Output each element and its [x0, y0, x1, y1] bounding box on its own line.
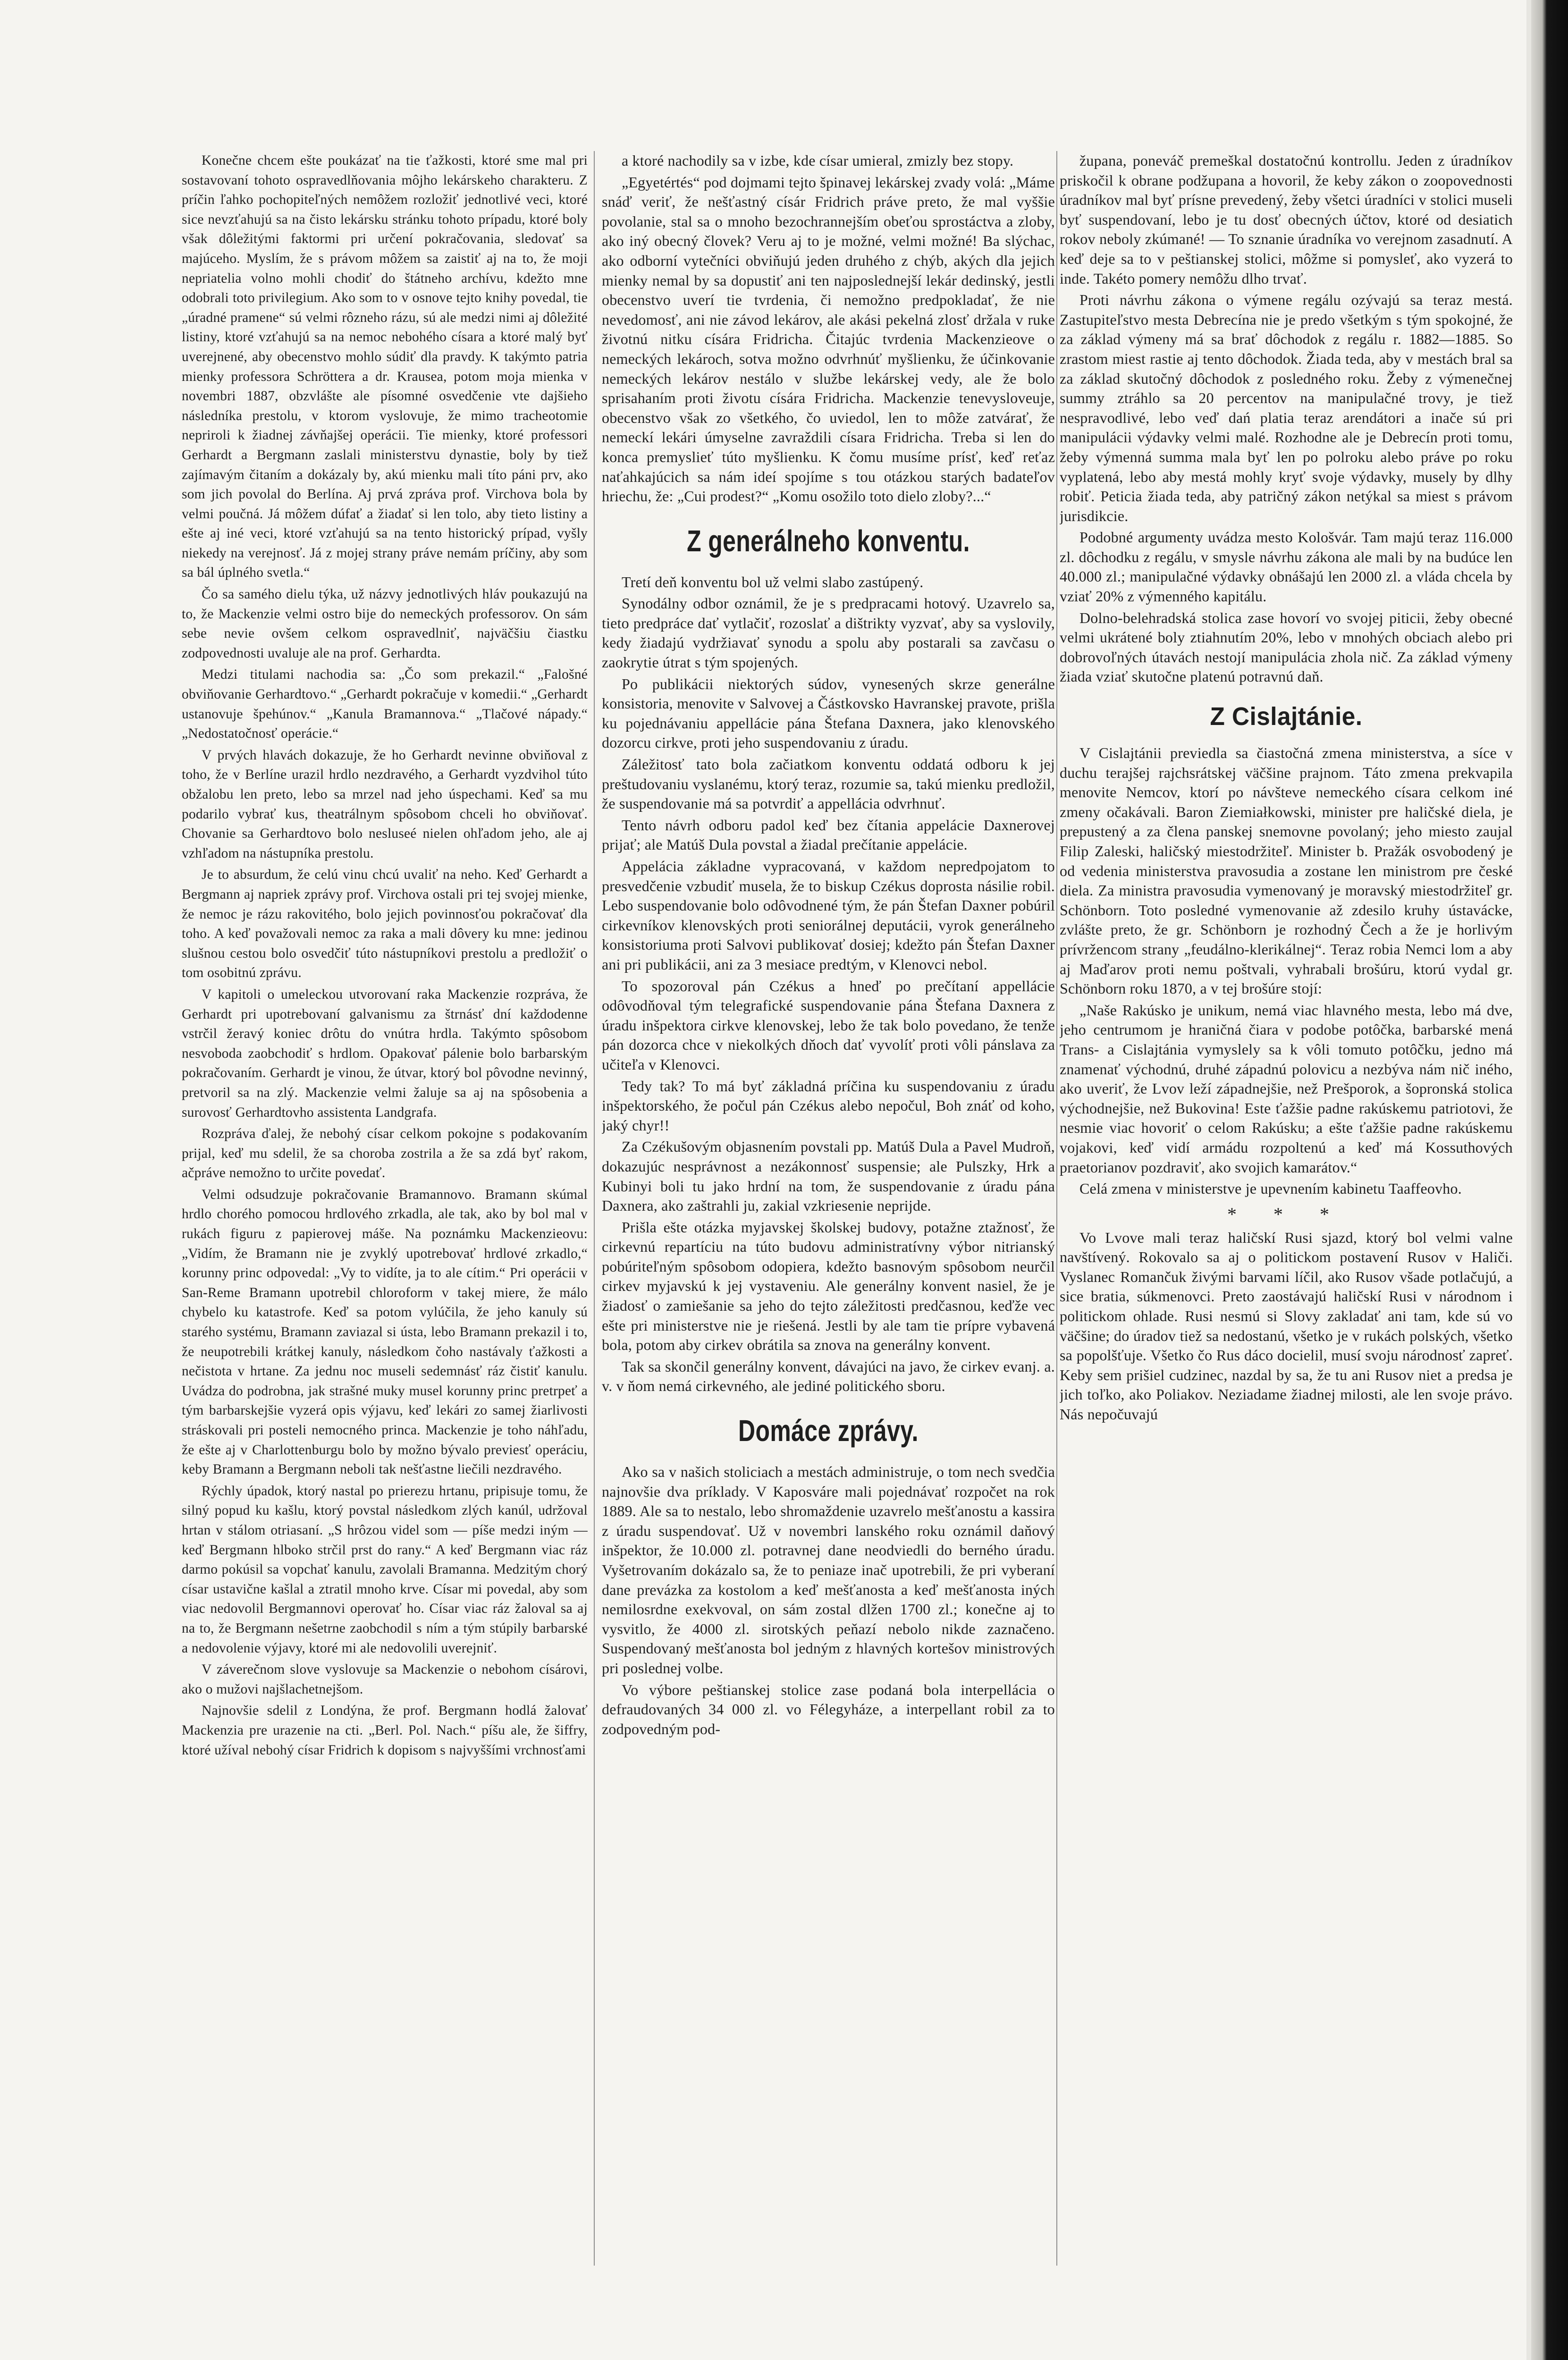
paragraph: Ako sa v našich stoliciach a mestách administruje, o tom nech svedčia najnovšie dva príklady. V Kaposváre mali pojednávať rozpočet na rok 1889. Ale sa to nestalo, lebo shromaždenie uzavrelo mešťanostu a kassira z úradu suspendovať. Už v novembri lanského roku oznámil daňový inšpektor, že 10.000 zl. potravnej dane neodviedli do berného úradu. Vyšetrovaním dokázalo sa, že to peniaze inač upotrebili, že pri vyberaní dane prevázka za kostolom a keď mešťanosta a keď mešťanosta iných nemilosrdne exekvoval, on sám zostal dlžen 1700 zl.; konečne aj to vysvitlo, že 4000 zl. sirotských peňazí nebolo nikde zaznačeno. Suspendovaný mešťanosta bol jedným z hlavných kortešov ministrových pri poslednej volbe. — [602, 1463, 1055, 1677]
paragraph: V Cislajtánii previedla sa čiastočná zmena ministerstva, a síce v duchu terajšej rajchsrátskej väčšine prajnom. Táto zmena prekvapila menovite Nemcov, ktorí po návšteve nemeckého císara celkom iné zmeny očakávali. Baron Ziemiałkowski, minister pre haličské diela, je prepustený a za člena panskej snemovne povolaný; jeho miesto zaujal Filip Zaleski, haličský miestodržiteľ. Minister b. Pražák osvobodený je od vedenia ministerstva pravosudia a zostane len ministrom pre české diela. Za ministra pravosudia vymenovaný je moravský miestodržiteľ gr. Schönborn. Toto posledné vymenovanie až zdesilo kruhy ústavácke, zvlášte preto, že gr. Schönborn je rozhodný Čech a že je horlivým prívržencom strany „feudálno-klerikálnej“. Teraz robia Nemci lom a aby aj Maďarov proti nemu poštvali, vyhrabali brošúru, ktorú vydal gr. Schönborn roku 1870, a v tej brošúre stojí: — [1060, 744, 1513, 997]
paragraph: a ktoré nachodily sa v izbe, kde císar umieral, zmizly bez stopy. — [622, 152, 1014, 169]
paragraph: Je to absurdum, že celú vinu chcú uvaliť na neho. Keď Gerhardt a Bergmann aj napriek zprávy prof. Virchova ostali pri tej svojej mienke, že nemoc je rázu rakovitého, bolo jejich povinnosťou pokračovať dla toho. A keď považovali nemoc za raka a mali dôvery ku mne: jedinou slušnou cestou bolo osvedčiť túto nástupníkovi prestolu a predložiť o tom osobitnú zprávu. — [182, 867, 588, 981]
paragraph: Tedy tak? To má byť základná príčina ku suspendovaniu z úradu inšpektorského, že počul pán Czékus alebo nepočul, Boh znáť od koho, jaký chyr!! — [602, 1077, 1055, 1134]
paragraph: Synodálny odbor oznámil, že je s predpracami hotový. Uzavrelo sa, tieto predpráce dať vytlačiť, rozoslať a dištrikty vyzvať, aby sa vyslovily, kedy žiadajú vydržiavať synodu a spolu aby postarali sa zavčasu o zaokrytie útrat s tým spojených. — [602, 595, 1055, 671]
article-continuation — [602, 151, 1055, 506]
paragraph: Tretí deň konventu bol už velmi slabo zastúpený. — [622, 573, 924, 590]
paragraph: Konečne chcem ešte poukázať na tie ťažkosti, ktoré sme mal pri sostavovaní tohoto ospravedlňovania môjho lekárskeho charakteru. Z príčin ľahko pochopiteľných nemôžem rozložiť jednotlivé veci, ktoré sice nevzťahujú sa na čisto lekársku stránku tohoto prípadu, ktoré boly však dôležitými faktormi pri určení pokračovania, sledovať sa majúceho. Myslím, že s právom môžem sa zaistiť aj na to, že moji nepriatelia volno mohli chodiť do štátneho archívu, kdežto mne odobrali toto privilegium. Ako som to v osnove tejto knihy povedal, tie „úradné pramene“ sú velmi rôzneho rázu, sú ale medzi nimi aj dôležité listiny, ktoré vzťahujú sa na nemoc nebohého císara a ktoré malý byť uverejnené, aby obecenstvo mohlo súdiť dla pravdy. K takýmto patria mienky professora Schröttera a dr. Krausea, potom moja mienka v novembri 1887, obzvlášte ale písomné osvedčenie vte dajšieho následníka prestolu, v ktorom vyslovuje, že mimo tracheotomie nepriroli k žiadnej závňajšej operácii. Tie mienky, ktoré professori Gerhardt a Bergmann zaslali ministerstvu dynastie, boly by tiež zajímavým čitaním a dokázaly by, akú mienku mali títo páni prv, ako som jich povolal do Berlína. Aj prvá zpráva prof. Virchova bola by velmi poučná. Já môžem dúfať a žiadať si len tolo, aby tieto listiny a ešte aj iné veci, ktoré vzťahujú sa na tento historický prípad, vyšly niekedy na verejnosť. Já z mojej strany práve nemám príčiny, aby som sa bál úplného svetla.“ — [182, 153, 588, 581]
paragraph: Najnovšie sdelil z Londýna, že prof. Bergmann hodlá žalovať Mackenzia pre urazenie na cti. „Berl. Pol. Nach.“ píšu ale, že šiffry, ktoré užíval nebohý císar Fridrich k dopisom s najvyššími vrchnosťami — [182, 1703, 588, 1758]
section-heading-generalny-konvent: Z generálneho konventu. — [687, 523, 970, 558]
paragraph: Za Czékušovým objasnením povstali pp. Matúš Dula a Pavel Mudroň, dokazujúc nesprávnost a nezákonnosť suspensie; ale Pulszky, Hrk a Kubinyi boli tu jako hrdní na tom, že suspendovanie z úradu pána Daxnera, ako zaštrahli ju, zakial vzkriesenie neprijde. — [602, 1138, 1055, 1214]
paragraph: Appelácia základne vypracovaná, v každom nepredpojatom to presvedčenie vzbudiť musela, že to biskup Czékus doprosta násilie robil. Lebo suspendovanie bolo odôvodnené tým, že pán Štefan Daxner pobúril cirkevníkov klenovských proti seniorálnej deputácii, vyrok generálneho konsistoriuma proti Salvovi publikovať dosiej; kdežto pán Štefan Daxner ani pri publikácii, ani za 3 mesiace predtým, v Klenovci nebol. — [602, 858, 1055, 973]
paragraph: Vo Lvove mali teraz haličskí Rusi sjazd, ktorý bol velmi valne navštívený. Rokovalo sa aj o politickom postavení Rusov v Haliči. Vyslanec Romančuk živými barvami líčil, ako Rusov všade potlačujú, a sice bratia, súkmenovci. Preto zaostávajú haličskí Rusi v národnom i politickom ohlade. Rusi nesmú si Slovy zakladať ani tam, kde sú vo väčšine; do úradov tiež sa nedostanú, všetko je v rukách polských, všetko sa popolšťuje. Všetko čo Rus dáco docielil, musí svoju národnosť zapreť. Keby sem prišiel cudzinec, nazdal by sa, že tu ani Rusov niet a predsa je jich toľko, ako Poliakov. Neziadame žiadnej milosti, ale len svoje právo. Nás nepočuvajú — [1060, 1229, 1513, 1423]
paragraph: To spozoroval pán Czékus a hneď po prečítaní appellácie odôvodňoval tým telegrafické suspendovanie pána Štefana Daxnera z úradu inšpektora cirkve klenovskej, lebo že tak bolo povedano, že tenže pán dozorca chce v niekolkých dňoch dať vyvolíť proti vôli pánslava za učiteľa v Klenovci. — [602, 977, 1055, 1073]
section-heading-cislajtania: Z Cislajtánie. — [1210, 702, 1363, 731]
paragraph: Celá zmena v ministerstve je upevnením kabinetu Taaffeovho. — [1079, 1180, 1462, 1197]
paragraph: Podobné argumenty uvádza mesto Kološvár. Tam majú teraz 116.000 zl. dôchodku z regálu, v smysle návrhu zákona ale mali by na budúce len 40.000 zl.; manipulačné výdavky obnášajú len 2000 zl. a vláda chcela by vziať 20% z výmenného kapitálu. — [1060, 529, 1513, 605]
paragraph: župana, poneváč premeškal dostatočnú kontrollu. Jeden z úradníkov priskočil k obrane podžupana a hovoril, že keby zákon o zoopovednosti úradníkov mal byť prísne prevedený, žeby všetci úradníci v stolici museli byť suspendovaní, lebo je tu dosť obecných účtov, ktoré od desiatich rokov neboly zkúmané! — To sznanie úradníka vo verejnom zasadnutí. A keď deje sa to v peštianskej stolici, môžme si pomysleť, ako vyzerá to inde. Takéto pomery nemôžu dlho trvať. — [1060, 152, 1513, 287]
paragraph: Prišla ešte otázka myjavskej školskej budovy, potažne ztažnosť, že cirkevnú repartíciu na túto budovu administratívny výbor nitrianský pobúriteľným spôsobom odopiera, kdežto basnovým spôsobom neurčil cirkev myjavskú k jej vystaveniu. Ale generálny konvent nasiel, že je žiadosť o zamiešanie sa jeho do tejto záležitosti predčasnou, keďže vec ešte pri ministerstve nie je riešená. Jestli by ale tam tie prípre vybavená bola, potom aby cirkev obrátila sa znova na generálny konvent. — [602, 1218, 1055, 1354]
column-middle — [602, 151, 1055, 2266]
paragraph: Rozpráva ďalej, že nebohý císar celkom pokojne s podakovaním prijal, keď mu sdelil, že sa choroba zostrila a že sa zdá byť rakom, ačpráve nemožno to určite povedať. — [182, 1126, 588, 1181]
paragraph: Tak sa skončil generálny konvent, dávajúci na javo, že cirkev evanj. a. v. v ňom nemá cirkevného, ale jediné politického sboru. — [602, 1357, 1055, 1395]
article-domace-zpravy — [602, 1462, 1055, 1739]
scan-shadow — [1531, 0, 1568, 2360]
section-heading-domace-zpravy: Domáce zprávy. — [738, 1414, 919, 1448]
paragraph: Záležitosť tato bola začiatkom konventu oddatá odboru k jej preštudovaniu vyslanému, ktorý teraz, rozumie sa, takú mienku predložil, že suspendovanie má sa potvrdiť a appellácia odvrhnuť. — [602, 756, 1055, 812]
paragraph: Velmi odsudzuje pokračovanie Bramannovo. Bramann skúmal hrdlo chorého pomocou hrdlového zrkadla, ale tak, ako by bol mal v rukách figuru z papierovej máše. Na poznámku Mackenzieovu: „Vidím, že Bramann nie je zvyklý upotrebovať hrdlové zrkadlo,“ korunny princ odpovedal: „Vy to vidíte, ja to ale cítim.“ Pri operácii v San-Reme Bramann upotrebil chloroform v takej miere, že málo chybelo ku katastrofe. Keď sa potom vylúčila, že jeho kanuly sú starého systému, Bramann zaviazal si ústa, lebo Bramann prekazil i to, že neupotrebili krátkej kanuly, následkom čoho nastávaly ťažkosti a nečistota v hrtane. Za jednu noc museli sedemnásť ráz čistiť kanulu. Uvádza do podrobna, jak strašné muky musel korunny princ pretrpeť a tým barbarskejšie vyzerá opis výjavu, keď lekári zo samej žiarlivosti stráskovali pri posteli nemocného princa. Mackenzie je toho náhľadu, že ešte aj v Charlottenburgu bolo by možno bývalo previesť operáciu, keby Bramann a Bergmann neboli tak nešťastne liečili nezdravého. — [182, 1187, 588, 1477]
paragraph: Medzi titulami nachodia sa: „Čo som prekazil.“ „Falošné obviňovanie Gerhardtovo.“ „Gerhardt pokračuje v komedii.“ „Gerhardt ustanovuje špehúnov.“ „Kanula Bramannova.“ „Tlačové nápady.“ „Nedostatočnosť operácie.“ — [182, 667, 588, 742]
section-separator-stars: * * * — [1227, 1203, 1345, 1225]
page-edge — [1526, 0, 1531, 2360]
paragraph: Po publikácii niektorých súdov, vynesených skrze generálne konsistoria, menovite v Salvovej a Částkovsko Havranskej pravote, prišla ku pojednávaniu appellácie pána Štefana Daxnera, jako klenovského dozorcu cirkve, proti jeho suspendovaniu z úradu. — [602, 675, 1055, 751]
paragraph: Vo výbore peštianskej stolice zase podaná bola interpellácia o defraudovaných 34 000 zl. vo Félegyháze, a interpellant robil za to zodpovedným pod- — [602, 1681, 1055, 1737]
article-cislajtania — [1060, 743, 1513, 1199]
article-lvov — [1060, 1228, 1513, 1424]
paragraph: Proti návrhu zákona o výmene regálu ozývajú sa teraz mestá. Zastupiteľstvo mesta Debrecína nie je predo všetkým s tým spokojné, že za základ výmeny má sa brať dôchodok z regálu r. 1882—1885. So zrastom miest rastie aj tento dôchodok. Žiada teda, aby v mestách bral sa za základ skutočný dôchodok z posledného roku. Žeby z výmenečnej summy ztráhlo sa 20 percentov na manipulačné trovy, je tiež nespravodlivé, lebo veď dań platia teraz arendátori a inače sú pri manipulácii výdavky velmi malé. Rozhodne ale je Debrecín proti tomu, žeby výmenná summa mala byť len po polroku alebo práve po roku vyplatená, lebo aby mestá mohly kryť svoje výdavky, musely by dlhy robiť. Peticia žiada teda, aby patričný zákon netýkal sa miest s právom jurisdikcie. — [1060, 291, 1513, 524]
article-regal — [1060, 151, 1513, 687]
paragraph: Dolno-belehradská stolica zase hovorí vo svojej piticii, žeby obecné velmi ukrátené boly ztiahnutím 20%, lebo v mnohých obciach alebo pri dobrovoľných útavách nestojí manipulácia zhola nič. Za základ výmeny žiada vziať skutočne platenú potravnú daň. — [1060, 609, 1513, 685]
paragraph: V prvých hlavách dokazuje, že ho Gerhardt nevinne obviňoval z toho, že v Berlíne urazil hrdlo nezdravého, a Gerhardt vyzdvihol túto obžalobu len preto, lebo sa mrzel nad jeho úspechami. Keď sa mu podarilo vybrať kus, theatrálnym spôsobom chceli ho obviňovať. Chovanie sa Gerhardtovo bolo nesluseé nielen ohľadom jeho, ale aj vzhľadom na nástupníka prestolu. — [182, 747, 588, 861]
column-rule — [594, 151, 595, 2266]
paragraph: V kapitoli o umeleckou utvorovaní raka Mackenzie rozpráva, že Gerhardt pri upotrebovaní galvanismu za štrnásť dní každodenne vstrčil žeravý koniec drôtu do vnútra hrdla. Takýmto spôsobom nesvoboda zaobchodiť s hrdlom. Opakovať pálenie bolo barbarským pokračovaním. Gerhardt je vinou, že útvar, ktorý bol pôvodne nevinný, pretvoril sa na zlý. Mackenzie velmi žaluje sa aj na spôsobenia a surovosť Gerhardtovho assistenta Landgrafa. — [182, 986, 588, 1120]
article-generalny-konvent — [602, 573, 1055, 1396]
paragraph: „Egyetértés“ pod dojmami tejto špinavej lekárskej zvady volá: „Máme snáď veriť, že nešťastný císár Fridrich práve preto, že mal vyššie povolanie, stal sa o mnoho bezochrannejším obeťou sprostáctva a zloby, ako iný obecný človek? Veru aj to je možné, velmi možné! Ba slýchac, ako odborní vytečníci obviňujú jeden druhého z chýb, akých dla jejich mienky nemal by sa dopustiť ani ten najposlednejší lekár dedinský, jestli obecenstvo uverí tie tvrdenia, či nemožno predpokladať, že nie nevedomosť, ani nie závod lekárov, ale akási pekelná zlosť držala v ruke životnú nitku císára Fridricha. Čitajúc tvrdenia Mackenzieove o nemeckých lekároch, sotva možno odvrhnúť myšlienku, že účinkovanie nemeckých lekárov nestálo v službe lekárskej vedy, ale že bolo sprisahaním proti životu císára Fridricha. Mackenzie tenevysloveuje, obecenstvo však zo všetkého, čo uviedol, len to môže zatvárať, že nemeckí lekári úmyselne zavraždili císara Fridricha. Treba si len do konca premyslieť túto myšlienku. K čomu musíme prísť, keď reťaz naťahkajúcich sa nám ideí spojíme s tou otázkou starých badateľov hriechu, že: „Cui prodest?“ „Komu osožilo toto dielo zloby?...“ — [602, 173, 1055, 505]
column-right — [1060, 151, 1513, 2266]
paragraph: Rýchly úpadok, ktorý nastal po prierezu hrtanu, pripisuje tomu, že silný popud ku kašlu, ktorý povstal následkom zlých kanúl, udržoval hrtan v stálom otriasaní. „S hrôzou videl som — píše medzi iným — keď Bergmann hlboko strčil prst do rany.“ A keď Bergmann viac ráz darmo pokúsil sa vopchať kanulu, zavolali Bramanna. Medzitým chorý císar ustavične kašlal a ztratil mnoho krve. Císar mi povedal, aby som viac nedovolil Bergmannovi operovať ho. Císar viac ráz žaloval sa aj na to, že Bergmann nešetrne zaobchodil s ním a tým stúpily barbarské a nedovolenie výjavy, ktoré mi ale nedovolili uverejniť. — [182, 1483, 588, 1656]
paragraph: „Naše Rakúsko je unikum, nemá viac hlavného mesta, lebo má dve, jeho centrumom je hraničná čiara v podobe potôčka, barbarské mená Trans- a Cislajtánia vymyslely sa k vôli tomuto potôčku, jedno má znamenať východnú, druhé západnú polovicu a nezbýva nám nič iného, ako uveriť, že Lvov leží západnejšie, než Prešporok, a šopronská stolica východnejšie, než Bukovina! Este ťažšie padne rakúskemu patriotovi, že nesmie viac hovoriť o celom Rakúsku; a ešte ťažšie padne rakúskemu vojakovi, keď vidí armádu rozpoltenú a keď má Kossuthových praetorianov pozdraviť, ako svojich kamarátov.“ — [1060, 1001, 1513, 1176]
paragraph: Čo sa samého dielu týka, už názvy jednotlivých hláv poukazujú na to, že Mackenzie velmi ostro bije do nemeckých professorov. On sám sebe nevie ovšem celkom ospravedlniť, najväčšiu čiastku zodpovednosti uvaluje ale na prof. Gerhardta. — [182, 587, 588, 661]
paragraph: Tento návrh odboru padol keď bez čítania appelácie Daxnerovej prijať; ale Matúš Dula povstal a žiadal prečítanie appelácie. — [602, 816, 1055, 853]
column-left — [182, 151, 588, 2266]
column-rule — [1056, 151, 1057, 2266]
paragraph: V záverečnom slove vyslovuje sa Mackenzie o nebohom císárovi, ako o mužovi najšlachetnejšom. — [182, 1662, 588, 1697]
